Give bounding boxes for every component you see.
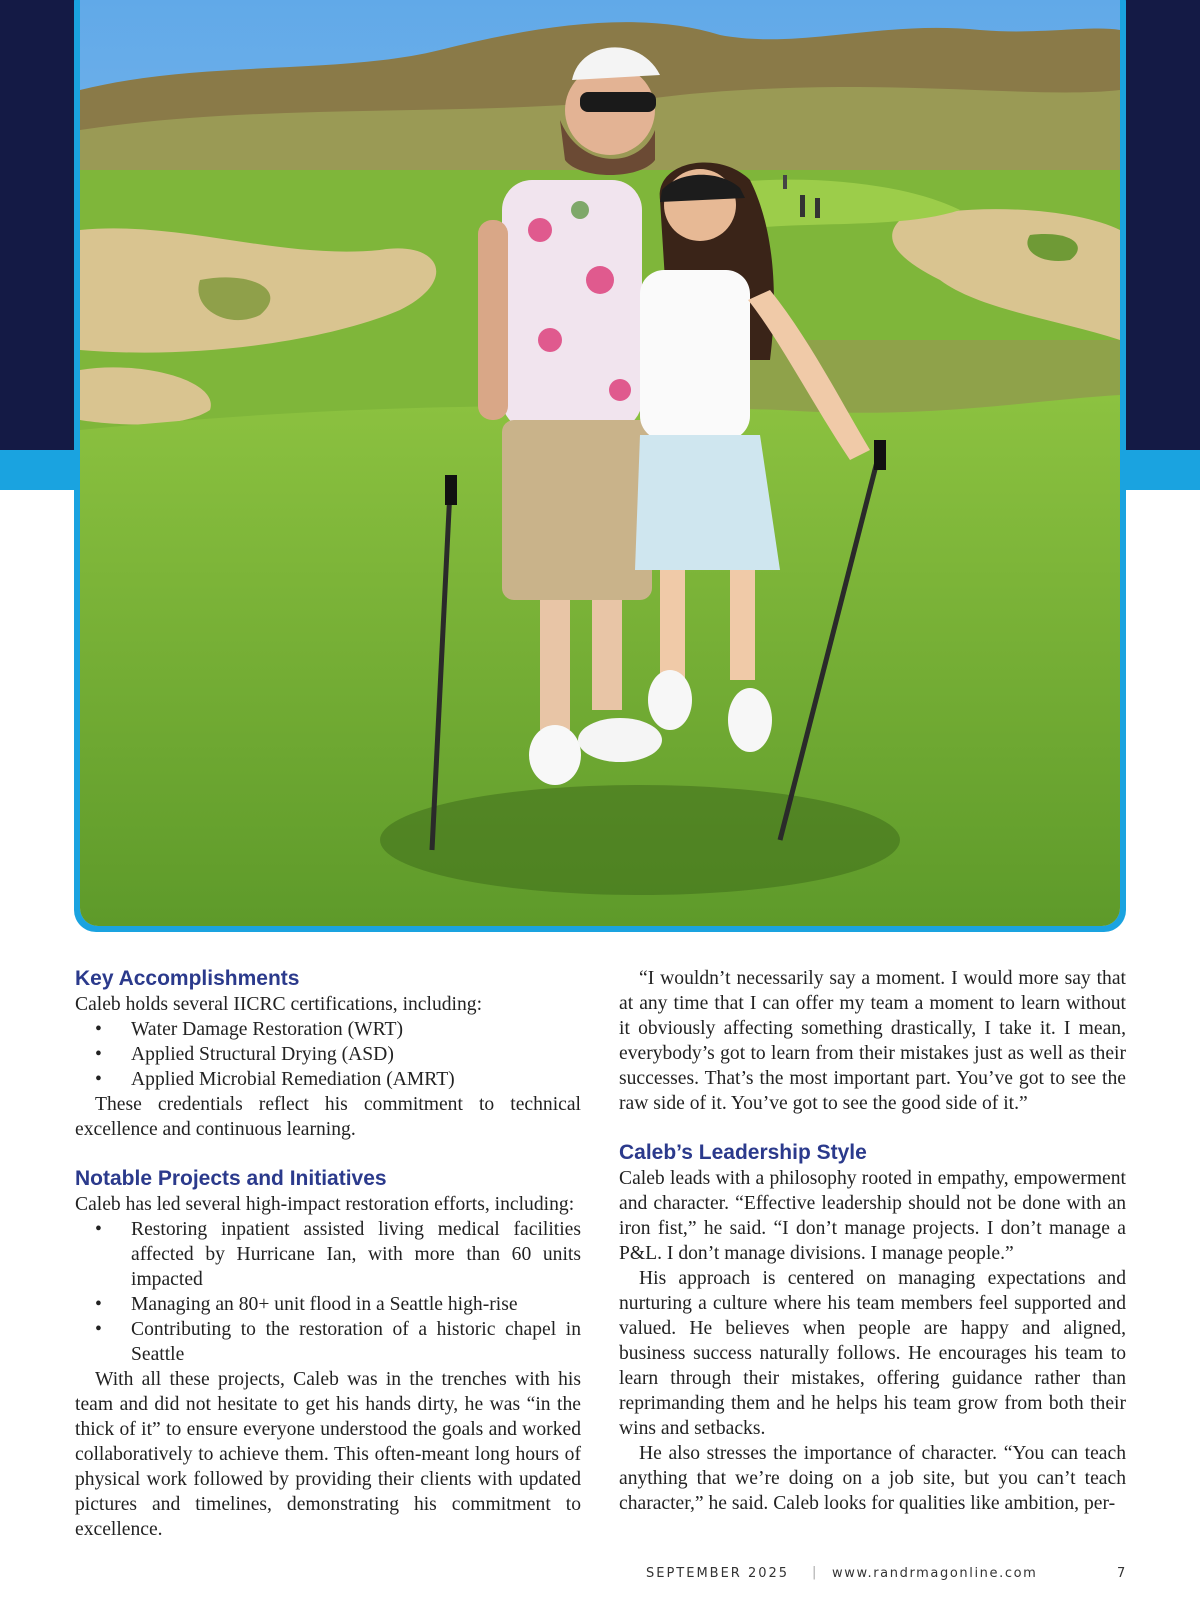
heading-key-accomplishments: Key Accomplishments (75, 967, 300, 990)
left-column (75, 966, 581, 1542)
leadership-paragraph-2: His approach is centered on managing expectations and nurturing a culture where his team members feel supported and valued. He believes when people are happy and aligned, business success naturally follows. He encourages his team to learn through their mistakes, offering guidance rather than reprimanding them and he helps his team grow from both their wins and setbacks. (619, 1268, 1126, 1439)
footer-separator: | (812, 1565, 817, 1580)
list-item: • Restoring inpatient assisted living medical facilities affected by Hurricane Ian, with more than 60 units impacted (75, 1217, 581, 1292)
photo-frame (74, 0, 1126, 932)
section-spacer (75, 1142, 581, 1166)
list-item: • Applied Microbial Remediation (AMRT) (75, 1067, 581, 1092)
accomplishments-closing: These credentials reflect his commitment to technical excellence and continuous learning. (75, 1094, 581, 1140)
projects-intro: Caleb has led several high-impact restoration efforts, including: (75, 1194, 575, 1215)
right-column (619, 966, 1126, 1516)
section-spacer (619, 1116, 1126, 1140)
golf-course-photo (80, 0, 1120, 926)
list-item: • Contributing to the restoration of a historic chapel in Seattle (75, 1317, 581, 1367)
heading-notable-projects: Notable Projects and Initiatives (75, 1167, 387, 1190)
projects-closing: With all these projects, Caleb was in the trenches with his team and did not hesitate to get his hands dirty, he was “in the thick of it” to ensure everyone understood the goals and worked collaboratively to achieve them. This often-meant long hours of physical work followed by providing their clients with updated pictures and timelines, demonstrating his commitment to excellence. (75, 1369, 581, 1540)
leadership-paragraph-1: Caleb leads with a philosophy rooted in empathy, empowerment and character. “Effective leadership should not be done with an iron fist,” he said. “I don’t manage projects. I don’t manage a P&L. I don’t manage divisions. I manage people.” (619, 1168, 1126, 1264)
footer-url[interactable]: www.randrmagonline.com (832, 1566, 1038, 1581)
page-footer (0, 1566, 1200, 1586)
photo-illustration (80, 0, 1120, 926)
quote-paragraph: “I wouldn’t necessarily say a moment. I would more say that at any time that I can offer my team a moment to learn without it obviously affecting something drastically, I take it. I mean, everybody’s got to learn from their mistakes just as well as their successes. That’s the most important part. You’ve got to see the raw side of it. You’ve got to see the good side of it.” (619, 968, 1126, 1114)
leadership-paragraph-3: He also stresses the importance of character. “You can teach anything that we’re doing on a job site, but you can’t teach character,” he said. Caleb looks for qualities like ambition, per- (619, 1443, 1126, 1514)
list-item: • Applied Structural Drying (ASD) (75, 1042, 581, 1067)
accomplishments-intro: Caleb holds several IICRC certifications, including: (75, 994, 483, 1015)
footer-date: SEPTEMBER 2025 (646, 1566, 790, 1581)
certifications-list (75, 1017, 581, 1092)
list-item: • Managing an 80+ unit flood in a Seattle high-rise (75, 1292, 581, 1317)
list-item: • Water Damage Restoration (WRT) (75, 1017, 581, 1042)
heading-leadership-style: Caleb’s Leadership Style (619, 1141, 867, 1164)
page-number: 7 (1117, 1566, 1126, 1581)
projects-list (75, 1217, 581, 1367)
